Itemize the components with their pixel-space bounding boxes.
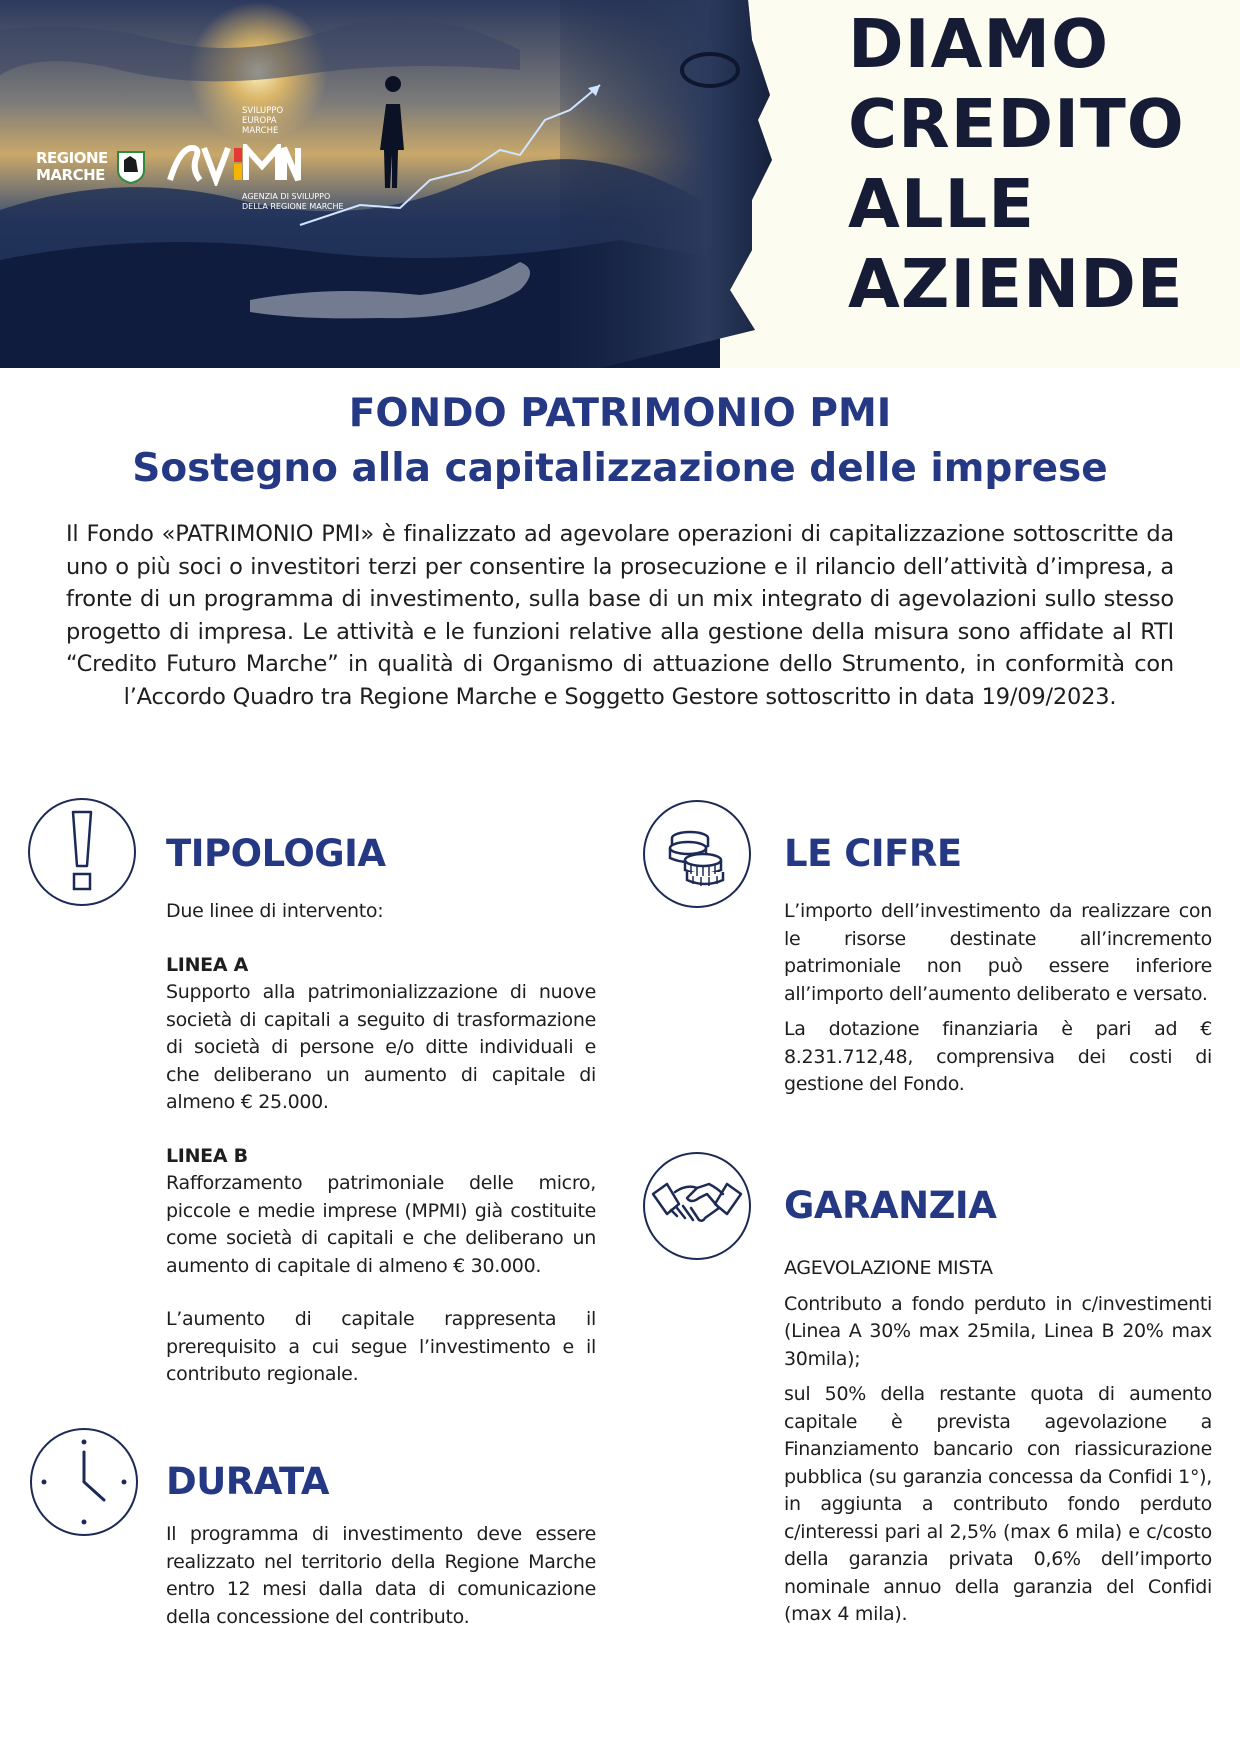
page-subtitle: Sostegno alla capitalizzazione delle imprese	[132, 446, 1108, 491]
garanzia-icon-circle	[643, 1152, 751, 1260]
hero-title-line: ALLE	[848, 165, 1036, 243]
durata-icon-circle	[30, 1428, 138, 1536]
svem-bottom-line: DELLA REGIONE MARCHE	[242, 202, 344, 211]
tipologia-icon-circle	[28, 798, 136, 906]
intro-paragraph: Il Fondo «PATRIMONIO PMI» è finalizzato ad agevolare operazioni di capitalizzazione sottoscritte da uno o più soci o investitori terzi per consentire la prosecuzione e il rilancio dell’attività d’impresa, a fronte di un programma di investimento, sulla base di un mix integrato di agevolazioni sullo stesso progetto di impresa. Le attività e le funzioni relative alla gestione della misura sono affidate al RTI “Credito Futuro Marche” in qualità di Organismo di attuazione dello Strumento, in conformità con l’Accordo Quadro tra Regione Marche e Soggetto Gestore sottoscritto in data 19/09/2023.	[66, 521, 1174, 710]
svem-top-line: SVILUPPO	[242, 106, 284, 116]
linea-a-label: LINEA A	[166, 953, 248, 976]
garanzia-lead: AGEVOLAZIONE MISTA	[784, 1257, 993, 1279]
hero-title	[848, 4, 1238, 324]
hero-title-line: CREDITO	[848, 85, 1185, 163]
cifre-body	[784, 898, 1212, 1099]
tipologia-lead: Due linee di intervento:	[166, 900, 384, 922]
svem-top-line: EUROPA	[242, 116, 277, 126]
tipologia-body	[166, 898, 596, 1389]
svem-logo	[166, 106, 362, 216]
handshake-icon	[645, 1154, 749, 1258]
hero-title-line: AZIENDE	[848, 245, 1184, 323]
regione-marche-logo	[36, 148, 148, 190]
regione-shield-icon	[116, 150, 146, 184]
garanzia-text-2: sul 50% della restante quota di aumento capitale è prevista agevolazione a Finanziamento bancario con riassicurazione pubblica (su garanzia concessa da Confidi 1°), in aggiunta a contributo fondo perduto c/interessi pari al 2,5% (max 6 mila) e c/costo della garanzia privata 0,6% dell’importo nominale annuo della garanzia del Confidi (max 4 mila).	[784, 1383, 1212, 1625]
logo-regione-line: REGIONE	[36, 149, 108, 167]
hero-banner	[0, 0, 1240, 368]
cifre-text-2: La dotazione finanziaria è pari ad € 8.231.712,48, comprensiva dei costi di gestione del Fondo.	[784, 1018, 1212, 1095]
exclamation-icon	[30, 800, 134, 904]
garanzia-body	[784, 1255, 1212, 1629]
hero-title-line: DIAMO	[848, 5, 1110, 83]
cifre-icon-circle	[643, 800, 751, 908]
tipologia-note: L’aumento di capitale rappresenta il prerequisito a cui segue l’investimento e il contributo regionale.	[166, 1308, 596, 1385]
coins-icon	[645, 802, 749, 906]
cifre-text-1: L’importo dell’investimento da realizzare con le risorse destinate all’incremento patrimoniale non può essere inferiore all’importo dell’aumento deliberato e versato.	[784, 900, 1212, 1005]
linea-b-label: LINEA B	[166, 1144, 248, 1167]
svem-bottom-line: AGENZIA DI SVILUPPO	[242, 192, 331, 201]
linea-a-text: Supporto alla patrimonializzazione di nuove società di capitali a seguito di trasformazione di società di persone e/o ditte individuali e che deliberano un aumento di capitale di almeno € 25.000.	[166, 981, 596, 1113]
logo-regione-line: MARCHE	[36, 166, 105, 184]
cifre-title: LE CIFRE	[784, 832, 962, 875]
clock-icon	[32, 1430, 136, 1534]
tipologia-title: TIPOLOGIA	[166, 832, 386, 875]
linea-b-text: Rafforzamento patrimoniale delle micro, piccole e medie imprese (MPMI) già costituite come società di capitali e che deliberano un aumento di capitale di almeno € 30.000.	[166, 1172, 596, 1277]
page-title: FONDO PATRIMONIO PMI	[348, 391, 892, 436]
svem-top-line: MARCHE	[242, 126, 279, 136]
svem-mark-icon	[166, 144, 308, 186]
durata-text: Il programma di investimento deve essere realizzato nel territorio della Regione Marche entro 12 mesi dalla data di comunicazione della concessione del contributo.	[166, 1523, 596, 1628]
garanzia-title: GARANZIA	[784, 1184, 997, 1227]
garanzia-text-1: Contributo a fondo perduto in c/investimenti (Linea A 30% max 25mila, Linea B 20% max 30mila);	[784, 1292, 1212, 1370]
durata-body	[166, 1521, 596, 1631]
durata-title: DURATA	[166, 1460, 330, 1503]
